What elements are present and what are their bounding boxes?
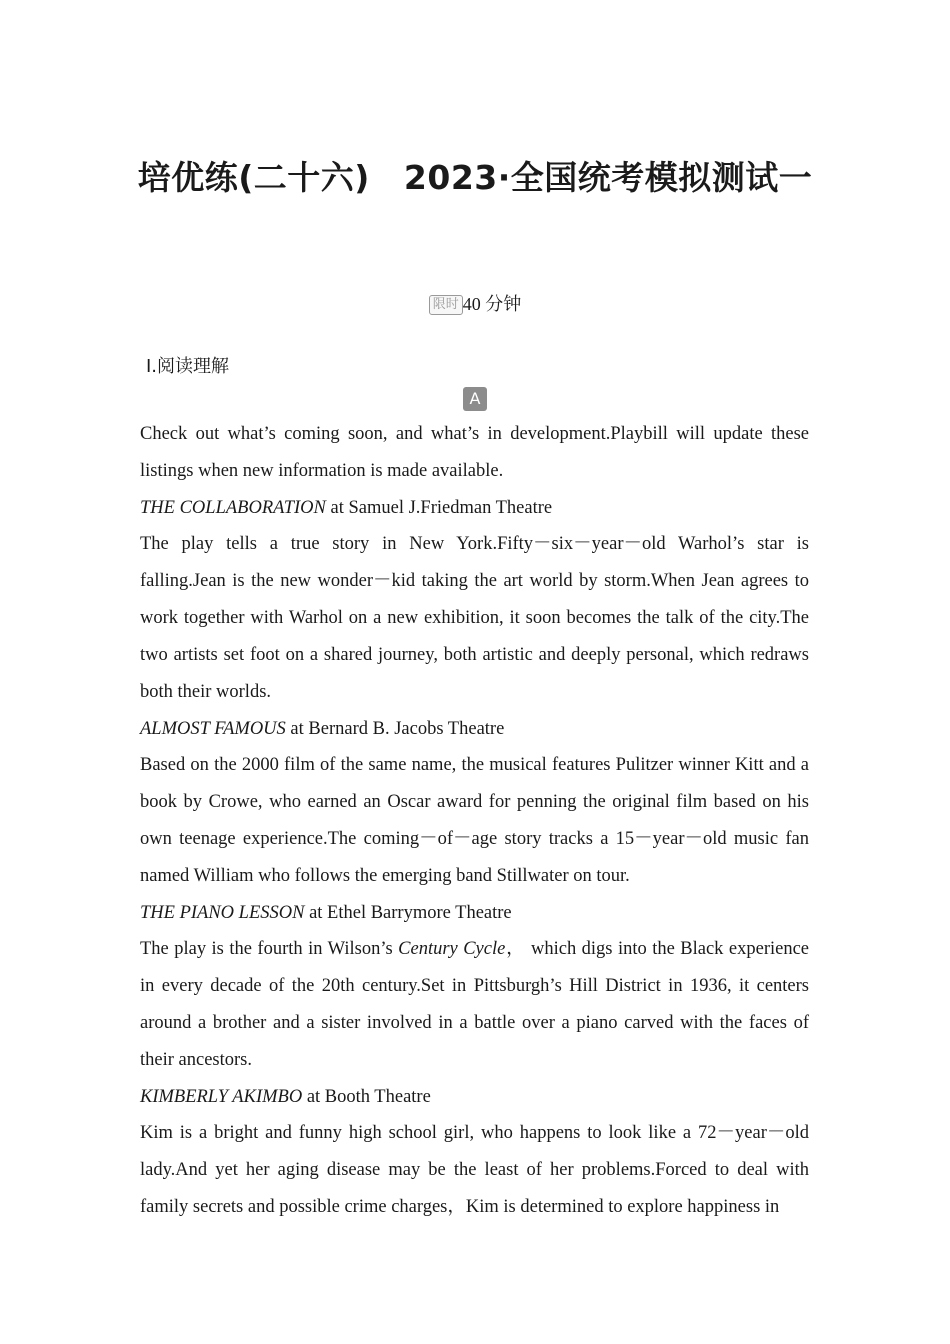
show-heading bbox=[140, 490, 809, 526]
passage-intro: Check out what’s coming soon, and what’s in development.Playbill will update these listings when new information is made available. bbox=[140, 424, 809, 481]
passage-body bbox=[140, 416, 809, 1226]
show-description-part: The play is the fourth in Wilson’s bbox=[140, 939, 399, 959]
show-heading bbox=[140, 895, 809, 931]
show-description-part: ， which digs into the Black experience in every decade of the 20th century.Set in Pittsburgh’s Hill District in 1936, it centers around a brother and a sister involved in a battle over a piano carved with the faces of their ancestors. bbox=[140, 939, 810, 1070]
show-title: ALMOST FAMOUS bbox=[140, 719, 286, 739]
section-heading: Ⅰ.阅读理解 bbox=[146, 356, 230, 377]
show-description bbox=[140, 931, 809, 1079]
page-title bbox=[0, 152, 950, 199]
show-venue: at Booth Theatre bbox=[302, 1087, 431, 1107]
show-description: The play tells a true story in New York.Fifty－six－year－old Warhol’s star is falling.Jean is the new wonder－kid taking the art world by storm.When Jean agrees to work together with Warhol on a new exhibition, it soon becomes the talk of the city.The two artists set foot on a shared journey, both artistic and deeply personal, which redraws both their worlds. bbox=[140, 534, 809, 702]
show-venue: at Bernard B. Jacobs Theatre bbox=[285, 719, 505, 739]
page-title-series: 培优练(二十六) bbox=[137, 158, 370, 197]
page-title-exam: 2023·全国统考模拟测试一 bbox=[403, 158, 813, 197]
show-venue: at Ethel Barrymore Theatre bbox=[304, 903, 512, 923]
time-limit bbox=[0, 290, 950, 316]
time-limit-badge: 限时 bbox=[429, 295, 463, 315]
show-description: Based on the 2000 film of the same name, the musical features Pulitzer winner Kitt and a book by Crowe, who earned an Oscar award for penning the original film based on his own teenage experience.The coming－of－age story tracks a 15－year－old music fan named William who follows the emerging band Stillwater on tour. bbox=[140, 755, 809, 886]
time-limit-value: 40 分钟 bbox=[462, 294, 522, 314]
show-title: THE PIANO LESSON bbox=[140, 903, 305, 923]
series-title: Century Cycle bbox=[398, 939, 506, 959]
show-description: Kim is a bright and funny high school girl, who happens to look like a 72－year－old lady.And yet her aging disease may be the least of her problems.Forced to deal with family secrets and possible crime charges，Kim is determined to explore happiness in bbox=[140, 1123, 809, 1217]
show-title: KIMBERLY AKIMBO bbox=[140, 1087, 303, 1107]
show-venue: at Samuel J.Friedman Theatre bbox=[325, 498, 553, 518]
show-heading bbox=[140, 711, 809, 747]
show-heading bbox=[140, 1079, 809, 1115]
show-title: THE COLLABORATION bbox=[140, 498, 326, 518]
passage-label-badge: A bbox=[463, 387, 487, 411]
